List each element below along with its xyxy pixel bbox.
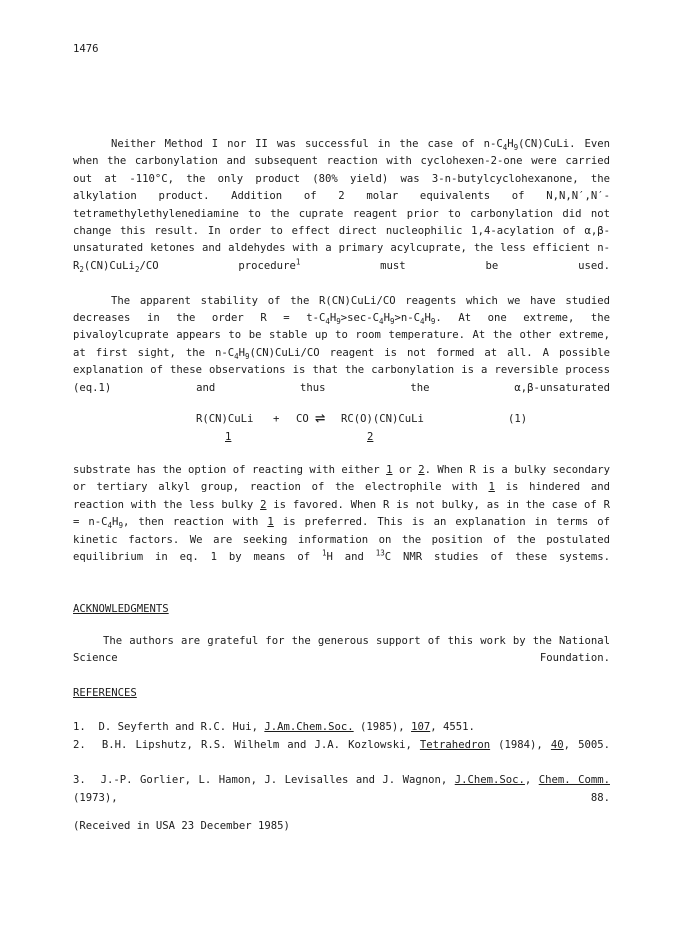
eq-reactant: R(CN)CuLi [196,413,254,425]
eq-label-2: 2 [367,431,374,443]
eq-equilibrium-arrow: ⇌ [315,408,326,428]
acknowledgments-text-block [73,633,610,685]
paragraph-1: Neither Method I nor II was successful in the case of $n-C_4H_9(CN)CuLi$. Even when the carbonylation and subsequent reaction with cyclohexen-2-one were carried out at -110°C, the only product (80% yield) was 3-n-butylcyclohexanone, the alkylation product. Addition of 2 molar equivalents of N,N,N′,N′-tetramethylethylenediamine to the cuprate reagent prior to carbonylation did not change this result. In order to effect direct nucleophilic 1,4-acylation of α,β-unsaturated ketones and aldehydes with a primary acylcuprate, the less efficient $n-R_2(CN)CuLi_2/CO$ procedure$^1$ must be used. [73,138,610,274]
eq-number: (1) [508,413,528,425]
body-text-lower [73,462,610,584]
eq-plus: + [273,413,280,425]
references-heading: REFERENCES [73,687,137,699]
reference-3: 3. J.-P. Gorlier, L. Hamon, J. Levisalles and J. Wagnon, J.Chem.Soc., Chem. Comm. (1973), 88. [73,774,610,804]
reference-1: 1. D. Seyferth and R.C. Hui, J.Am.Chem.Soc. (1985), 107, 4551. [73,721,475,733]
reference-2: 2. B.H. Lipshutz, R.S. Wilhelm and J.A. Kozlowski, Tetrahedron (1984), 40, 5005. [73,739,610,751]
acknowledgments-text: The authors are grateful for the generous support of this work by the National Science Foundation. [73,635,610,665]
acknowledgments-heading: ACKNOWLEDGMENTS [73,603,169,615]
body-text-upper [73,136,610,415]
equation-1 [0,409,680,449]
page-number: 1476 [73,43,99,55]
received-date: (Received in USA 23 December 1985) [73,820,290,832]
paragraph-2: The apparent stability of the R(CN)CuLi/CO reagents which we have studied decreases in the order $R = t-C_4H_9>\sec-C_4H_9>n-C_4H_9$. At one extreme, the pivaloylcuprate appears to be stable up to room temperature. At the other extreme, at first sight, the $n-C_4H_9(CN)CuLi/CO$ reagent is not formed at all. A possible explanation of these observations is that the carbonylation is a reversible process (eq.1) and thus the α,β-unsaturated [73,294,611,394]
eq-co: CO [296,413,309,425]
paragraph-3: substrate has the option of reacting with either 1 or 2. When R is a bulky secondary or tertiary alkyl group, reaction of the electrophile with 1 is hindered and reaction with the less bulky 2 is favored. When R is not bulky, as in the case of $R = n-C_4H_9$, then reaction with 1 is preferred. This is an explanation in terms of kinetic factors. We are seeking information on the position of the postulated equilibrium in eq. 1 by means of $^1$H and $^{13}$C NMR studies of these systems. [73,464,611,564]
eq-label-1: 1 [225,431,232,443]
eq-product: RC(O)(CN)CuLi [341,413,424,425]
